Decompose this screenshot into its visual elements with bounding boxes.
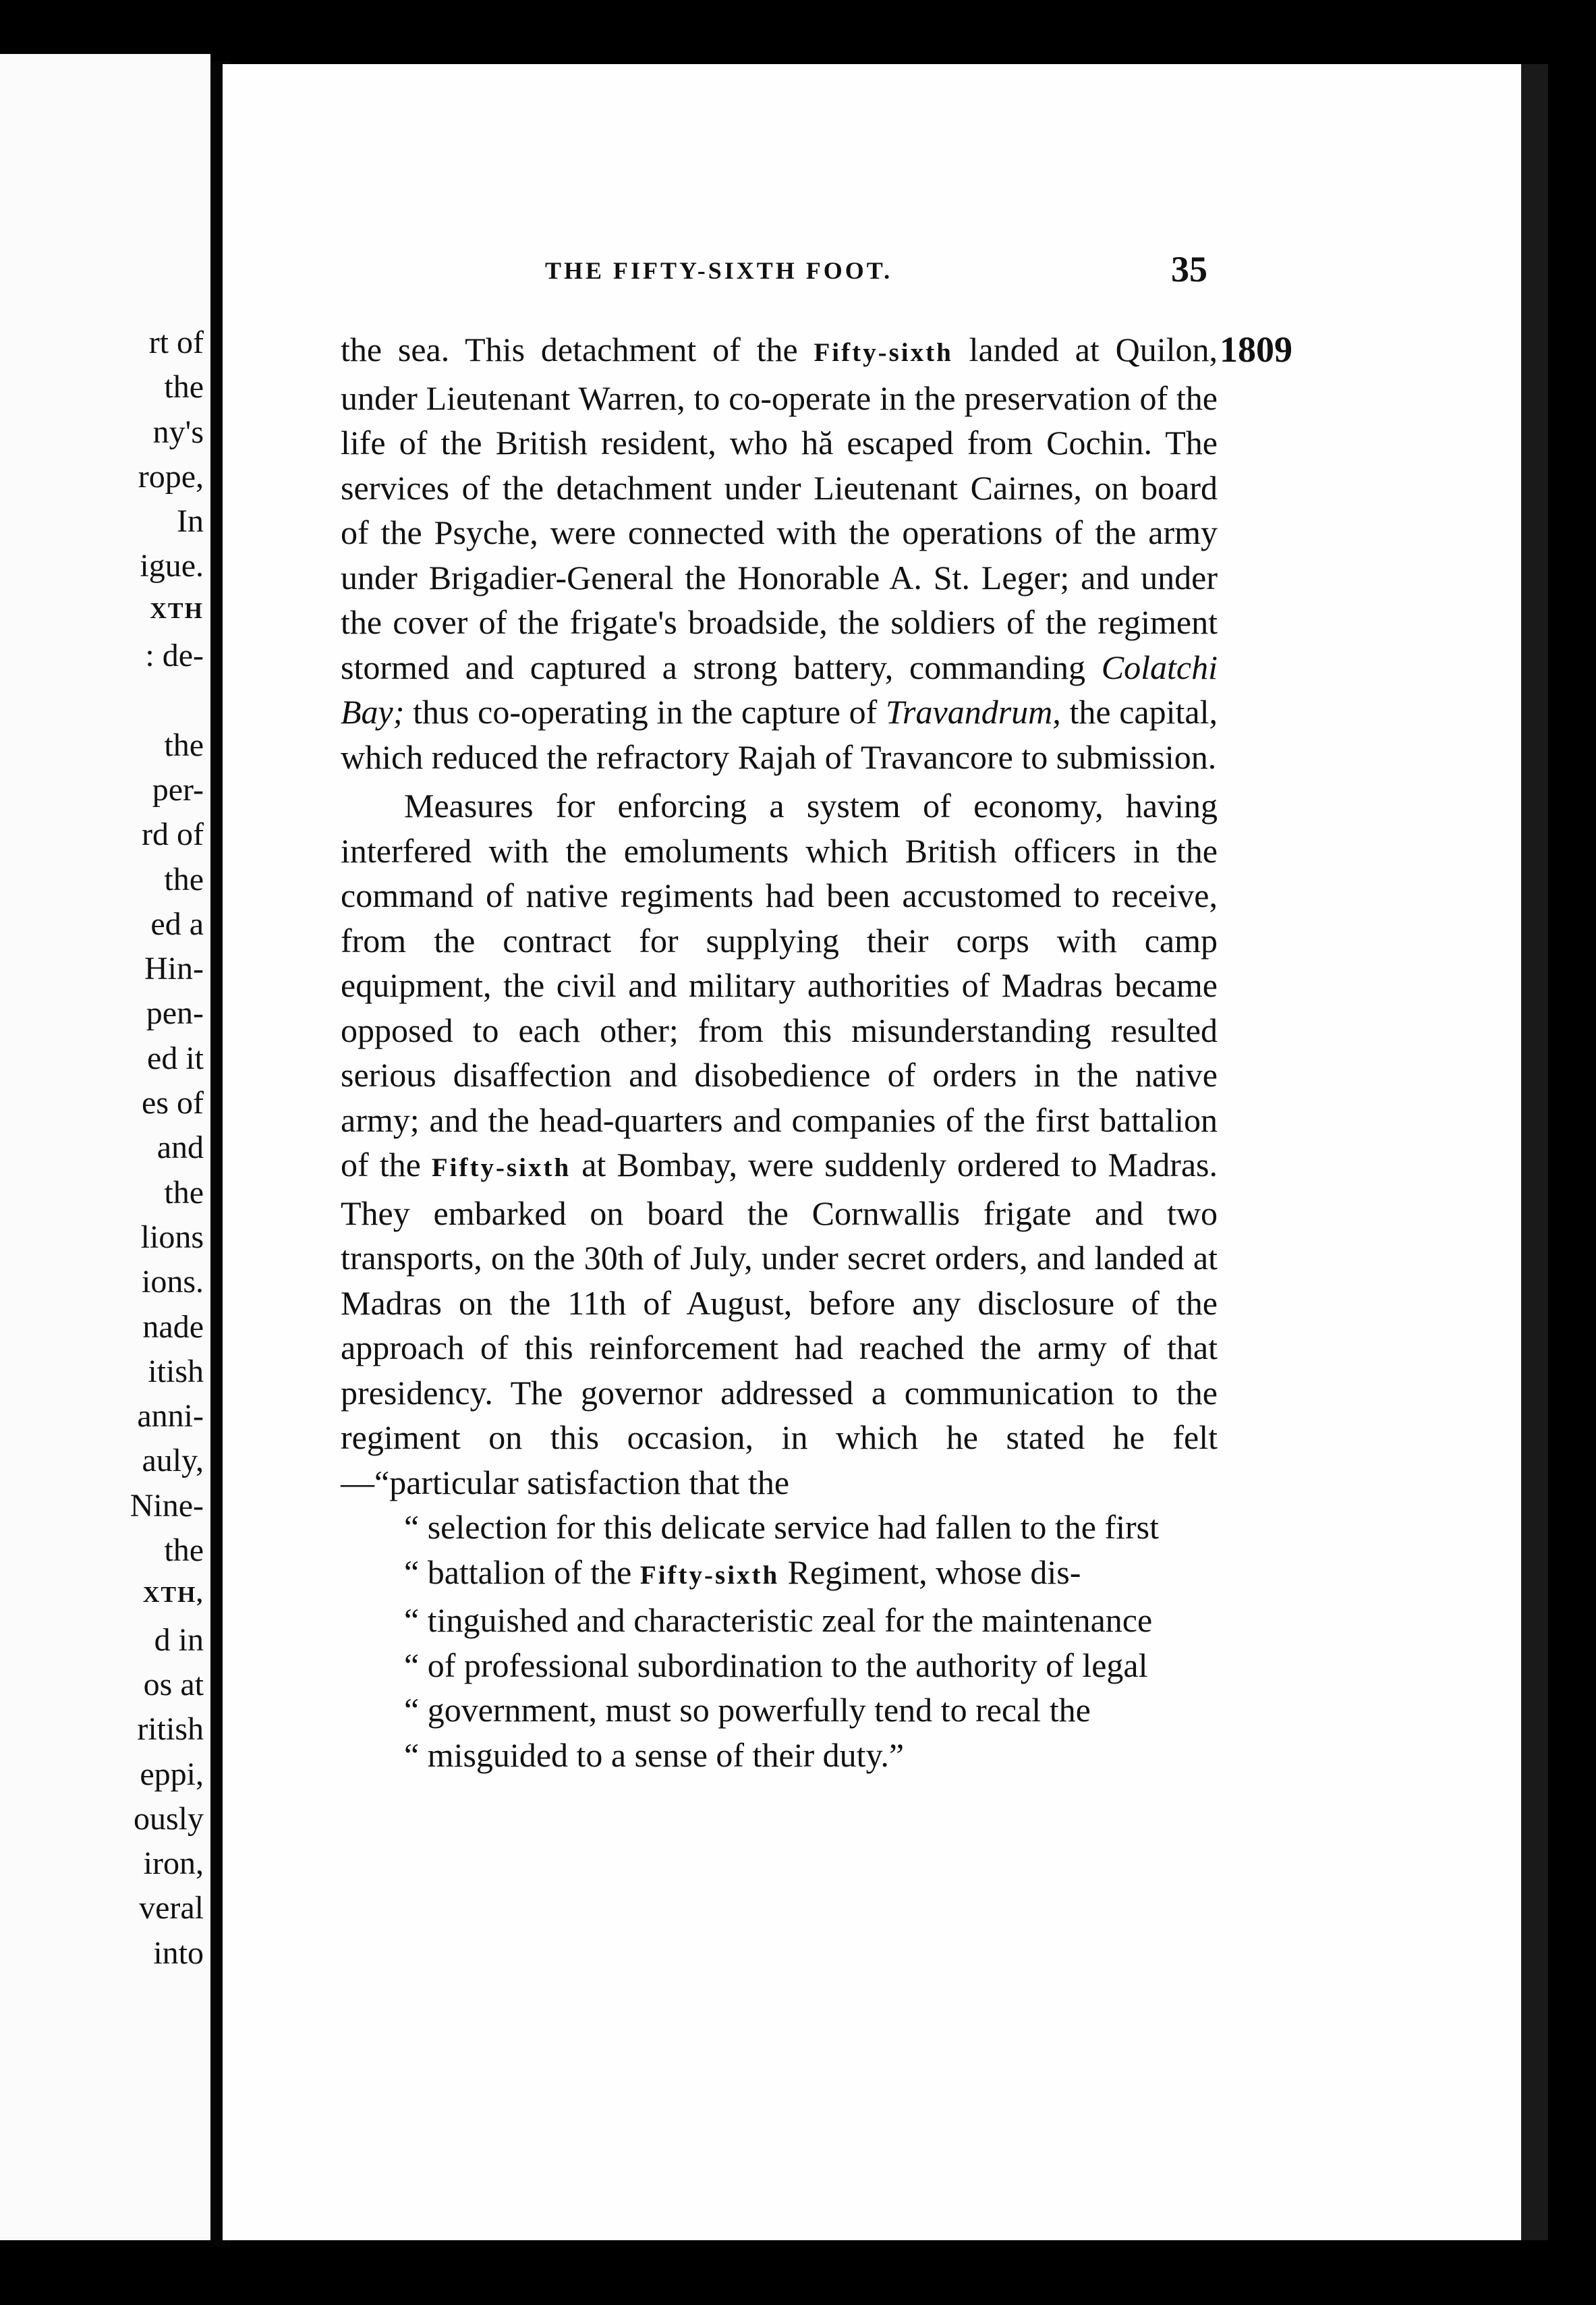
facing-page-line: es of [142,1085,204,1121]
facing-page-line: anni- [137,1398,204,1435]
facing-page-line: XTH [150,598,204,623]
facing-page-line: and [156,1130,204,1166]
page-header [545,248,1207,296]
facing-page-line: nade [142,1308,204,1345]
facing-page-line: ed it [147,1040,204,1076]
facing-page-fragment [0,54,210,2240]
facing-page-line: rd of [142,816,204,853]
facing-page-line: ions. [141,1264,204,1300]
running-head: THE FIFTY-SIXTH FOOT. [545,257,893,284]
quote-line-3: “ tinguished and characteristic zeal for the maintenance [404,1601,1153,1639]
facing-page-line: igue. [140,548,204,584]
facing-page-line: the [164,1174,204,1211]
facing-page-line: itish [148,1353,204,1389]
quote-small-caps: Fifty-sixth [639,1560,780,1590]
paragraph-2 [341,783,1218,1777]
quote-line-2b: Regiment, whose dis- [779,1553,1081,1591]
quote-line-2 [341,1550,1218,1599]
quote-line-4: “ of professional subordination to the authority of legal [404,1646,1148,1684]
page-number: 35 [1171,249,1207,289]
facing-page-line: XTH, [142,1582,204,1608]
p2-text-1: Measures for enforcing a system of economy, having interfered with the emoluments which British officers in the command of native regiments had been accustomed to receive, from the contract for supplying their corps with camp equipment, the civil and military authorities of Madras became opposed to each other; from this misunderstanding resulted serious disaffection and disobedience of orders in the native army; and the head-quarters and companies of the first battalion of the [341,787,1218,1184]
quote-line-1: “ selection for this delicate service had fallen to the first [404,1508,1159,1546]
facing-page-line: ny's [152,414,204,450]
body-text [341,327,1218,1777]
facing-page-line: In [177,503,204,540]
facing-page-line: ritish [137,1711,204,1748]
p1-text-4: the capital, which reduced the refractory Rajah of Travancore to submission. [341,693,1218,776]
p1-italic-2: Travandrum, [886,693,1061,731]
facing-page-line: the [164,861,204,897]
facing-page-line: eppi, [140,1756,204,1792]
facing-page-text [130,321,204,1976]
p2-small-caps-1: Fifty-sixth [431,1153,571,1182]
facing-page-line: lions [140,1219,204,1255]
p2-text-2: at Bombay, were suddenly ordered to Madras. They embarked on board the Cornwallis frigate and two transports, on the 30th of July, under secret orders, and landed at Madras on the 11th of August, before any disclosure of the approach of this reinforcement had reached the army of that presidency. The governor addressed a communication to the regiment on this occasion, in which he stated he felt—“particular satisfaction that the [341,1146,1218,1501]
p1-text-2: landed at Quilon, under Lieutenant Warren, to co-operate in the preservation of the life of the British resident, who hă escaped from Cochin. The services of the detachment under Lieutenant Cairnes, on board of the Psyche, were connected with the operations of the army under Brigadier-General the Honorable A. St. Leger; and under the cover of the frigate's broadside, the soldiers of the regiment stormed and captured a strong battery, commanding [341,331,1218,686]
facing-page-line: pen- [146,995,204,1032]
margin-year: 1809 [1220,329,1292,370]
facing-page-line: iron, [143,1845,204,1882]
facing-page-line: d in [154,1621,204,1658]
p1-italic-1: Colatchi Bay; [341,648,1218,731]
paragraph-1 [341,327,1218,779]
facing-page-line: Hin- [144,951,204,987]
page-edge [1521,64,1548,2240]
facing-page-line [130,678,204,723]
facing-page-line: auly, [142,1443,204,1479]
facing-page-line: : de- [145,638,204,674]
facing-page-line: os at [143,1666,204,1702]
facing-page-line: Nine- [130,1487,204,1524]
facing-page-line: the [164,369,204,406]
p1-text-3: thus co-operating in the capture of [404,693,886,731]
p1-small-caps-1: Fifty-sixth [814,338,953,367]
facing-page-line: the [164,1532,204,1569]
facing-page-line: per- [152,771,204,808]
facing-page-line: rt of [148,325,204,360]
facing-page-line: rope, [138,458,204,495]
quote-line-5: “ government, must so powerfully tend to recal the [404,1691,1091,1729]
quote-line-6: “ misguided to a sense of their duty.” [404,1735,905,1774]
quote-line-2a: “ battalion of the [404,1553,640,1591]
facing-page-line: the [164,727,204,763]
facing-page-line: veral [139,1890,204,1926]
facing-page-line: ed a [150,906,204,942]
facing-page-line: ously [133,1800,204,1837]
p1-text-1: the sea. This detachment of the [341,331,814,368]
facing-page-line: into [153,1935,204,1971]
